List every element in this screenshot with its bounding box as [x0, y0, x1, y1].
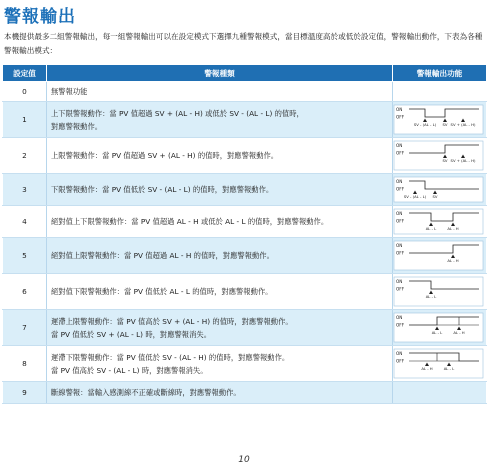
setting-value-cell: 9 — [3, 382, 47, 404]
alarm-output-function-cell — [393, 274, 487, 310]
alarm-output-function-cell — [393, 174, 487, 206]
alarm-output-diagram — [393, 103, 485, 137]
header-setting-value: 設定值 — [3, 65, 47, 82]
threshold-label: SV — [442, 157, 448, 163]
alarm-type-line: 當 PV 值低於 SV + (AL - L) 時，對應警報消失。 — [51, 329, 211, 339]
table-row — [3, 382, 487, 404]
alarm-type-cell — [47, 310, 393, 346]
alarm-type-cell — [47, 238, 393, 274]
alarm-type-cell — [47, 382, 393, 404]
table-row — [3, 310, 487, 346]
off-label: OFF — [396, 322, 405, 327]
off-label: OFF — [396, 286, 405, 291]
off-label: OFF — [396, 358, 405, 363]
alarm-output-function-cell — [393, 102, 487, 138]
off-label: OFF — [396, 250, 405, 255]
alarm-type-line: 絕對值上限警報動作：當 PV 值超過 AL - H 的值時，對應警報動作。 — [51, 251, 274, 260]
on-label: ON — [396, 178, 403, 184]
alarm-type-line: 絕對值上下限警報動作：當 PV 值超過 AL - H 或低於 AL - L 的值時，對應警報動作。 — [51, 217, 329, 226]
threshold-label: AL - H — [447, 257, 459, 263]
threshold-label: SV - (AL - L) — [403, 193, 427, 199]
alarm-type-cell — [47, 174, 393, 206]
off-label: OFF — [396, 150, 405, 155]
off-label: OFF — [396, 218, 405, 223]
alarm-output-diagram — [393, 207, 485, 237]
alarm-type-cell — [47, 206, 393, 238]
alarm-output-diagram — [393, 347, 485, 381]
threshold-label: AL - L — [425, 293, 437, 299]
alarm-output-function-cell — [393, 82, 487, 102]
threshold-label: AL - H — [447, 225, 459, 231]
alarm-output-function-cell — [393, 310, 487, 346]
alarm-output-function-cell — [393, 346, 487, 382]
setting-value-cell: 5 — [3, 238, 47, 274]
threshold-label: SV — [432, 193, 438, 199]
threshold-label: AL - L — [431, 329, 443, 335]
alarm-type-line: 對應警報動作。 — [51, 121, 103, 131]
alarm-type-cell — [47, 82, 393, 102]
alarm-mode-table — [2, 64, 487, 404]
alarm-type-line: 無警報功能 — [51, 87, 88, 96]
alarm-type-cell — [47, 274, 393, 310]
alarm-output-function-cell — [393, 206, 487, 238]
threshold-label: AL - L — [443, 365, 455, 371]
table-row — [3, 274, 487, 310]
setting-value-cell: 2 — [3, 138, 47, 174]
alarm-type-line: 下限警報動作：當 PV 值低於 SV - (AL - L) 的值時，對應警報動作。 — [51, 185, 274, 194]
alarm-type-line: 絕對值下限警報動作：當 PV 值低於 AL - L 的值時，對應警報動作。 — [51, 287, 273, 296]
setting-value-cell: 7 — [3, 310, 47, 346]
threshold-label: SV — [442, 121, 448, 127]
on-label: ON — [396, 350, 403, 356]
on-label: ON — [396, 242, 403, 248]
threshold-label: SV - (AL - L) — [413, 121, 437, 127]
alarm-type-cell — [47, 346, 393, 382]
header-alarm-output-function: 警報輸出功能 — [393, 65, 487, 82]
threshold-label: AL - H — [453, 329, 465, 335]
alarm-output-function-cell — [393, 138, 487, 174]
on-label: ON — [396, 278, 403, 284]
table-header-row — [3, 65, 487, 82]
alarm-output-diagram — [393, 239, 485, 273]
table-row — [3, 206, 487, 238]
table-row — [3, 238, 487, 274]
off-label: OFF — [396, 114, 405, 119]
page-number: 10 — [238, 455, 250, 465]
alarm-output-diagram — [393, 139, 485, 173]
alarm-type-line: 當 PV 值高於 SV - (AL - L) 時，對應警報消失。 — [51, 365, 208, 375]
table-row — [3, 174, 487, 206]
alarm-output-function-cell — [393, 382, 487, 404]
setting-value-cell: 4 — [3, 206, 47, 238]
alarm-type-line: 上下限警報動作：當 PV 值超過 SV + (AL - H) 或低於 SV - (AL - L) 的值時， — [51, 108, 304, 118]
setting-value-cell: 0 — [3, 82, 47, 102]
on-label: ON — [396, 210, 403, 216]
table-row — [3, 82, 487, 102]
alarm-type-line: 遲滯上限警報動作：當 PV 值高於 SV + (AL - H) 的值時，對應警報動作。 — [51, 316, 293, 326]
alarm-type-line: 斷線警報：當輸入感測線不正確或斷線時，對應警報動作。 — [51, 388, 241, 397]
setting-value-cell: 3 — [3, 174, 47, 206]
intro-paragraph: 本機提供最多二組警報輸出，每一組警報輸出可以在設定模式下選擇九種警報模式，當目標溫度高於或低於設定值，警報輸出動作，下表為各種警報輸出模式： — [4, 32, 483, 55]
alarm-type-cell — [47, 102, 393, 138]
alarm-type-line: 遲滯下限警報動作：當 PV 值低於 SV - (AL - H) 的值時，對應警報動作。 — [51, 352, 290, 362]
table-row — [3, 346, 487, 382]
header-alarm-type: 警報種類 — [47, 65, 393, 82]
table-row — [3, 138, 487, 174]
table-row — [3, 102, 487, 138]
alarm-output-diagram — [393, 311, 485, 345]
alarm-type-line: 上限警報動作：當 PV 值超過 SV + (AL - H) 的值時，對應警報動作。 — [51, 151, 279, 160]
threshold-label: SV + (AL - H) — [450, 157, 476, 163]
on-label: ON — [396, 142, 403, 148]
alarm-output-diagram — [393, 275, 485, 309]
setting-value-cell: 1 — [3, 102, 47, 138]
setting-value-cell: 8 — [3, 346, 47, 382]
threshold-label: SV + (AL - H) — [450, 121, 476, 127]
page-title: 警報輸出 — [4, 7, 76, 27]
threshold-label: AL - H — [421, 365, 433, 371]
alarm-output-function-cell — [393, 238, 487, 274]
threshold-label: AL - L — [425, 225, 437, 231]
on-label: ON — [396, 314, 403, 320]
on-label: ON — [396, 106, 403, 112]
off-label: OFF — [396, 186, 405, 191]
setting-value-cell: 6 — [3, 274, 47, 310]
alarm-output-diagram — [393, 175, 485, 205]
alarm-type-cell — [47, 138, 393, 174]
